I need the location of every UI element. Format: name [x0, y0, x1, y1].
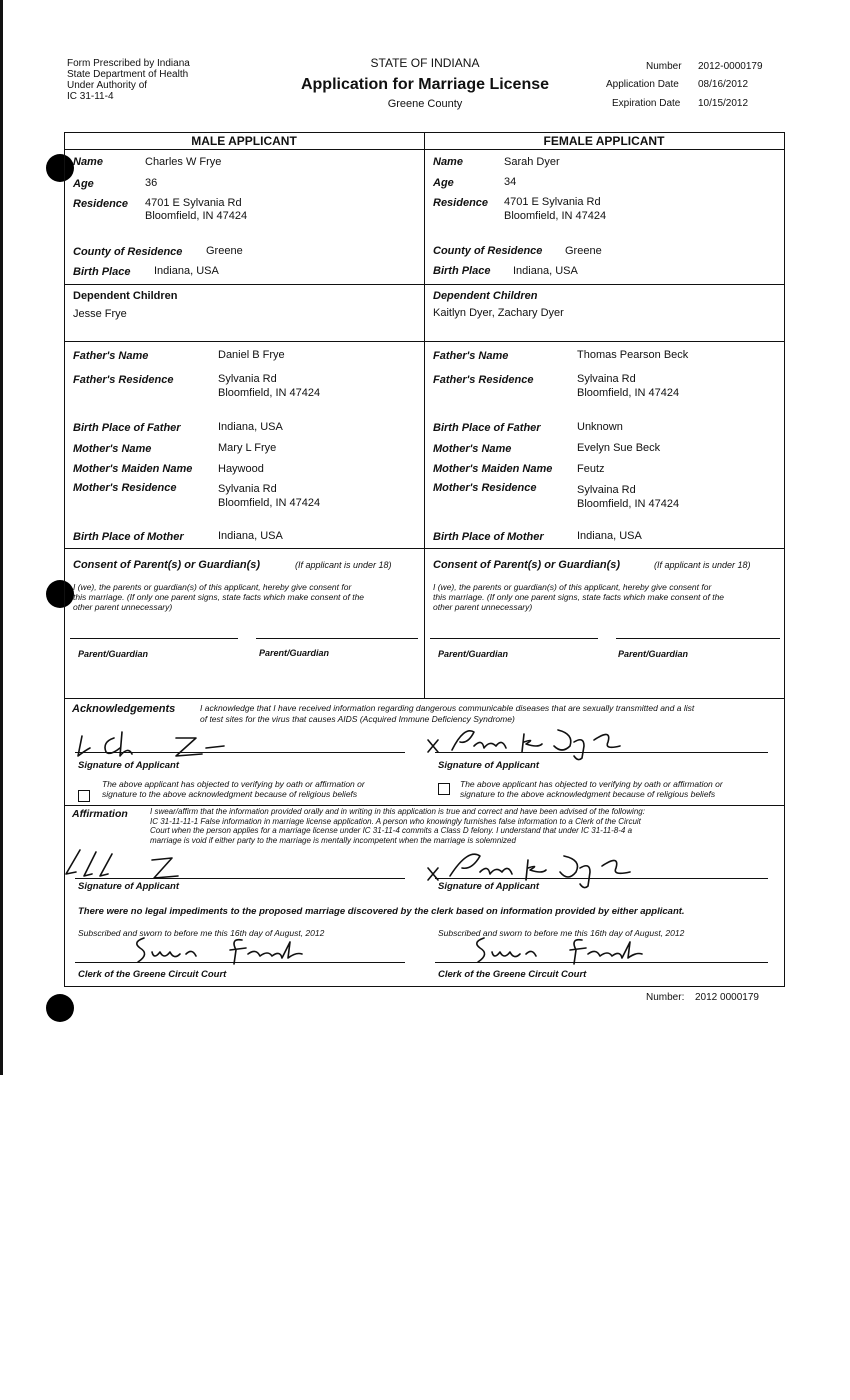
number-label: Number [646, 61, 682, 72]
application-date-label: Application Date [606, 79, 679, 90]
male-father-res-line2: Bloomfield, IN 47424 [218, 387, 321, 399]
objection-line: The above applicant has objected to verifying by oath or affirmation or [460, 779, 723, 789]
female-children-label: Dependent Children [433, 290, 538, 302]
male-affirm-signature-line[interactable] [75, 878, 405, 879]
female-parent-guardian-label-1: Parent/Guardian [438, 649, 509, 659]
male-maiden-label: Mother's Maiden Name [73, 463, 193, 475]
male-father-birth-value: Indiana, USA [218, 421, 283, 433]
male-mother-res-label: Mother's Residence [73, 482, 177, 494]
binder-hole-top [46, 154, 74, 182]
male-children-label: Dependent Children [73, 290, 178, 302]
male-county-value: Greene [206, 245, 243, 257]
female-age-value: 34 [504, 176, 517, 188]
affirm-divider [64, 805, 785, 806]
expiration-date-value: 10/15/2012 [698, 98, 749, 109]
female-father-value: Thomas Pearson Beck [577, 349, 689, 361]
male-residence-label: Residence [73, 198, 129, 210]
male-applicant-heading: MALE APPLICANT [191, 134, 297, 148]
male-mother-birth-label: Birth Place of Mother [73, 531, 184, 543]
female-name-value: Sarah Dyer [504, 156, 560, 168]
male-residence-line1: 4701 E Sylvania Rd [145, 197, 242, 209]
female-clerk-signature-line[interactable] [435, 962, 768, 963]
male-maiden-value: Haywood [218, 463, 264, 475]
binder-hole-bottom [46, 994, 74, 1022]
female-father-res-line2: Bloomfield, IN 47424 [577, 387, 680, 399]
footer-number-label: Number: [646, 992, 685, 1003]
female-residence-label: Residence [433, 197, 489, 209]
female-mother-res-line1: Sylvaina Rd [577, 484, 636, 496]
female-clerk-label: Clerk of the Greene Circuit Court [438, 969, 587, 980]
male-county-label: County of Residence [73, 246, 183, 258]
prescribed-line: Form Prescribed by Indiana [67, 58, 190, 69]
female-consent-text [433, 582, 778, 612]
male-mother-value: Mary L Frye [218, 442, 277, 454]
affirmation-line: I swear/affirm that the information provided orally and in writing in this application is true and correct and have been advised of the following: [150, 807, 645, 816]
female-parent-signature-line-2[interactable] [616, 638, 780, 639]
number-value: 2012-0000179 [698, 61, 763, 72]
impediments-statement: There were no legal impediments to the proposed marriage discovered by the clerk based on information provided by either applicant. [78, 906, 685, 917]
female-name-label: Name [433, 156, 463, 168]
male-parent-signature-line-1[interactable] [70, 638, 238, 639]
female-residence-line2: Bloomfield, IN 47424 [504, 210, 607, 222]
male-parent-signature-line-2[interactable] [256, 638, 418, 639]
acknowledgements-text-2: of test sites for the virus that causes AIDS (Acquired Immune Deficiency Syndrome) [200, 714, 515, 724]
male-birthplace-label: Birth Place [73, 266, 131, 278]
female-children-value: Kaitlyn Dyer, Zachary Dyer [433, 307, 564, 319]
female-father-res-label: Father's Residence [433, 374, 534, 386]
female-affirm-signature-line[interactable] [435, 878, 768, 879]
male-age-label: Age [73, 178, 94, 190]
form-title: Application for Marriage License [300, 76, 550, 93]
female-maiden-value: Feutz [577, 463, 605, 475]
prescribed-line: Under Authority of [67, 80, 148, 91]
male-father-res-label: Father's Residence [73, 374, 174, 386]
male-residence-line2: Bloomfield, IN 47424 [145, 210, 248, 222]
female-affirm-signature-label: Signature of Applicant [438, 881, 539, 892]
objection-line: The above applicant has objected to verifying by oath or affirmation or [102, 779, 365, 789]
male-affirm-signature-label: Signature of Applicant [78, 881, 179, 892]
male-consent-text [73, 582, 418, 612]
ack-divider [64, 698, 785, 699]
female-father-res-line1: Sylvaina Rd [577, 373, 636, 385]
prescribed-line: IC 31-11-4 [67, 91, 114, 102]
male-name-value: Charles W Frye [145, 156, 222, 168]
consent-text-line: other parent unnecessary) [433, 602, 533, 612]
female-consent-label: Consent of Parent(s) or Guardian(s) [433, 559, 621, 571]
male-father-res-line1: Sylvania Rd [218, 373, 277, 385]
female-subscribed-text: Subscribed and sworn to before me this 16th day of August, 2012 [438, 928, 685, 938]
state-heading: STATE OF INDIANA [370, 56, 480, 70]
female-objection-checkbox[interactable] [438, 783, 450, 795]
consent-text-line: other parent unnecessary) [73, 602, 173, 612]
female-mother-birth-value: Indiana, USA [577, 530, 642, 542]
objection-line: signature to the above acknowledgment because of religious beliefs [460, 789, 716, 799]
male-clerk-label: Clerk of the Greene Circuit Court [78, 969, 227, 980]
male-clerk-signature-line[interactable] [75, 962, 405, 963]
female-maiden-label: Mother's Maiden Name [433, 463, 553, 475]
male-age-value: 36 [145, 177, 158, 189]
form-border-bottom [64, 986, 785, 987]
footer-number-value: 2012 0000179 [695, 992, 759, 1003]
prescribed-block [67, 58, 190, 102]
male-objection-text [102, 779, 365, 799]
male-parent-guardian-label-2: Parent/Guardian [259, 648, 330, 658]
female-mother-label: Mother's Name [433, 443, 512, 455]
female-birthplace-label: Birth Place [433, 265, 491, 277]
female-county-label: County of Residence [433, 245, 543, 257]
female-mother-res-label: Mother's Residence [433, 482, 537, 494]
female-ack-signature-label: Signature of Applicant [438, 760, 539, 771]
female-ack-signature-image [424, 722, 644, 762]
female-objection-text [460, 779, 723, 799]
binder-hole-middle [46, 580, 74, 608]
male-consent-note: (If applicant is under 18) [295, 560, 392, 570]
objection-line: signature to the above acknowledgment because of religious beliefs [102, 789, 358, 799]
male-birthplace-value: Indiana, USA [154, 265, 219, 277]
male-ack-signature-line[interactable] [75, 752, 405, 753]
page-edge [0, 0, 3, 1075]
male-father-birth-label: Birth Place of Father [73, 422, 181, 434]
female-county-value: Greene [565, 245, 602, 257]
female-father-label: Father's Name [433, 350, 509, 362]
female-parent-signature-line-1[interactable] [430, 638, 598, 639]
affirmation-text [150, 807, 780, 845]
consent-text-line: this marriage. (If only one parent signs, state facts which make consent of the [73, 592, 365, 602]
expiration-date-label: Expiration Date [612, 98, 681, 109]
form-border-right [784, 132, 785, 986]
male-parent-guardian-label-1: Parent/Guardian [78, 649, 149, 659]
female-mother-value: Evelyn Sue Beck [577, 442, 661, 454]
male-name-label: Name [73, 156, 103, 168]
female-residence-line1: 4701 E Sylvania Rd [504, 196, 601, 208]
male-father-label: Father's Name [73, 350, 149, 362]
affirmation-line: IC 31-11-11-1 False information in marriage license application. A person who knowingly furnishes false information to a Clerk of the Circuit [150, 816, 641, 826]
female-age-label: Age [433, 177, 454, 189]
male-affirm-signature-image [62, 846, 202, 886]
male-mother-res-line2: Bloomfield, IN 47424 [218, 497, 321, 509]
female-mother-res-line2: Bloomfield, IN 47424 [577, 498, 680, 510]
application-date-value: 08/16/2012 [698, 79, 749, 90]
female-birthplace-value: Indiana, USA [513, 265, 578, 277]
male-consent-label: Consent of Parent(s) or Guardian(s) [73, 559, 261, 571]
acknowledgements-label: Acknowledgements [72, 703, 176, 715]
acknowledgements-text-1: I acknowledge that I have received information regarding dangerous communicable diseases that are sexually transmitted and a list [200, 703, 695, 713]
male-ack-signature-label: Signature of Applicant [78, 760, 179, 771]
consent-text-line: this marriage. (If only one parent signs, state facts which make consent of the [433, 592, 725, 602]
county-heading: Greene County [387, 98, 463, 110]
male-mother-res-line1: Sylvania Rd [218, 483, 277, 495]
female-ack-signature-line[interactable] [435, 752, 768, 753]
female-consent-note: (If applicant is under 18) [654, 560, 751, 570]
consent-text-line: I (we), the parents or guardian(s) of this applicant, hereby give consent for [73, 582, 352, 592]
female-mother-birth-label: Birth Place of Mother [433, 531, 544, 543]
affirmation-line: Court when the person applies for a marriage license under IC 31-11-4 commits a Class D felony. I understand that under IC 31-11-8-4 a [150, 826, 633, 835]
male-subscribed-text: Subscribed and sworn to before me this 16th day of August, 2012 [78, 928, 325, 938]
male-children-value: Jesse Frye [73, 308, 127, 320]
male-mother-label: Mother's Name [73, 443, 152, 455]
male-mother-birth-value: Indiana, USA [218, 530, 283, 542]
column-divider [424, 132, 425, 698]
affirmation-line: marriage is void if either party to the marriage is mentally incompetent when the marriage is solemnized [150, 835, 516, 845]
female-parent-guardian-label-2: Parent/Guardian [618, 649, 689, 659]
male-objection-checkbox[interactable] [78, 790, 90, 802]
prescribed-line: State Department of Health [67, 69, 189, 80]
affirmation-label: Affirmation [72, 808, 128, 820]
female-father-birth-value: Unknown [577, 421, 623, 433]
consent-text-line: I (we), the parents or guardian(s) of this applicant, hereby give consent for [433, 582, 712, 592]
female-applicant-heading: FEMALE APPLICANT [543, 134, 665, 148]
male-father-value: Daniel B Frye [218, 349, 285, 361]
female-father-birth-label: Birth Place of Father [433, 422, 541, 434]
